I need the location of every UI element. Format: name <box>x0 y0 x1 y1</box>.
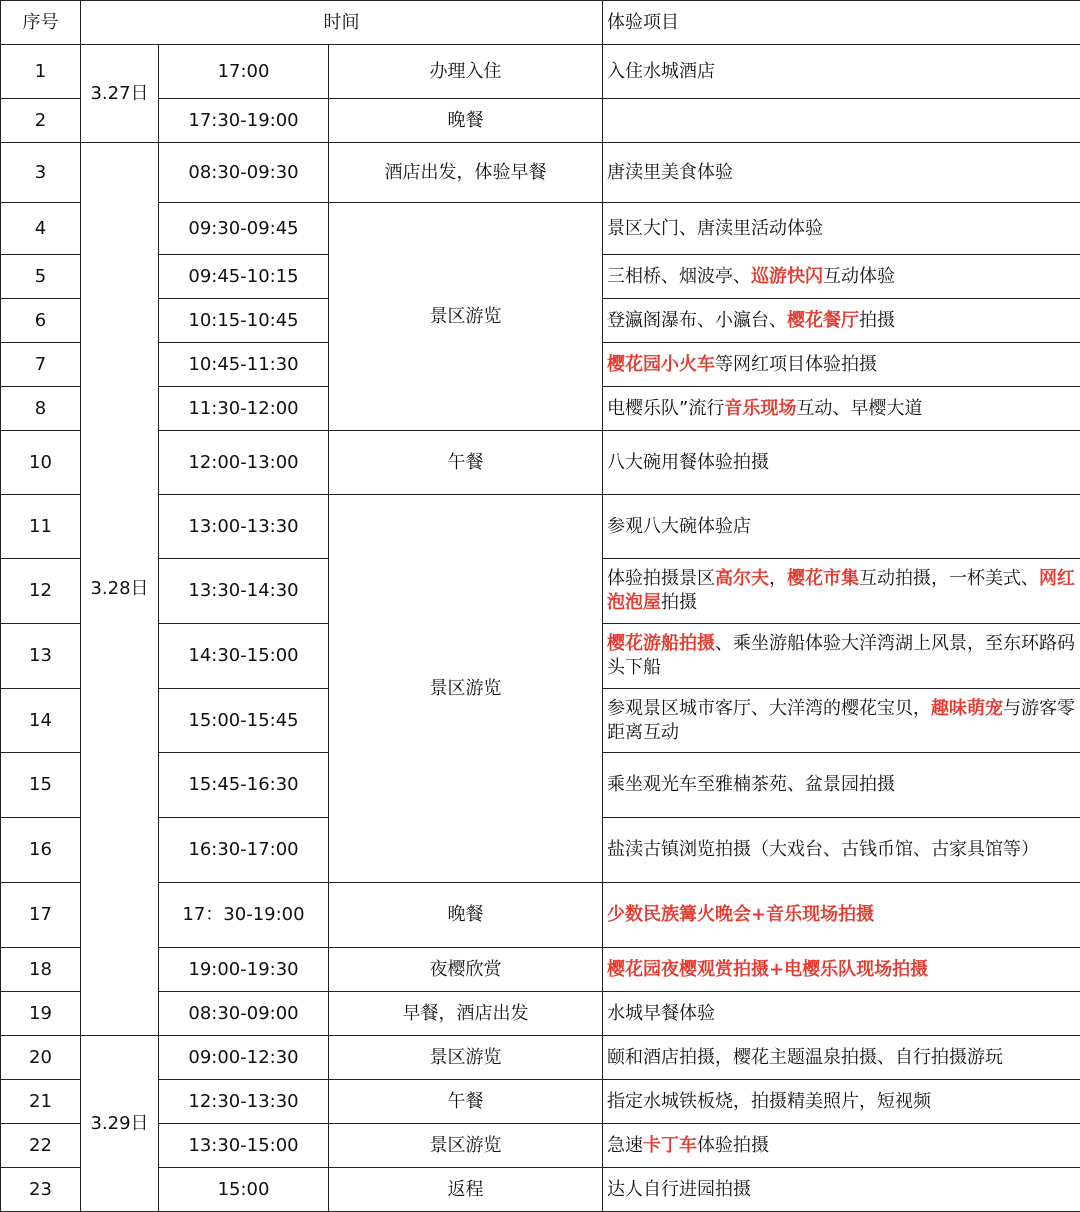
time-cell: 15:00-15:45 <box>159 689 329 753</box>
row-number: 7 <box>1 343 81 387</box>
item-cell <box>603 624 1080 689</box>
activity-cell: 午餐 <box>329 1080 603 1124</box>
item-cell <box>603 883 1080 948</box>
item-text: 急速 <box>607 1135 643 1156</box>
item-cell <box>603 1168 1080 1212</box>
table-row <box>1 495 1080 559</box>
highlight-text: 樱花餐厅 <box>787 310 859 331</box>
item-text: 与游客零距离互动 <box>607 698 1075 743</box>
row-number: 6 <box>1 299 81 343</box>
activity-cell: 景区游览 <box>329 1124 603 1168</box>
table-row <box>1 992 1080 1036</box>
item-text: 盐渎古镇浏览拍摄（大戏台、古钱币馆、古家具馆等） <box>607 839 1039 860</box>
item-text: 、乘坐游船体验大洋湾湖上风景，至东环路码头下船 <box>607 633 1075 678</box>
highlight-text: 樱花园小火车 <box>607 354 715 375</box>
header-time: 时间 <box>81 1 603 45</box>
item-text: 颐和酒店拍摄，樱花主题温泉拍摄、自行拍摄游玩 <box>607 1047 1003 1068</box>
item-cell <box>603 99 1080 143</box>
item-text: 体验拍摄景区 <box>607 568 715 589</box>
activity-cell: 午餐 <box>329 431 603 495</box>
activity-cell: 晚餐 <box>329 883 603 948</box>
time-cell: 11:30-12:00 <box>159 387 329 431</box>
item-cell <box>603 203 1080 255</box>
item-text: 互动体验 <box>823 266 895 287</box>
item-cell <box>603 343 1080 387</box>
time-cell: 09:45-10:15 <box>159 255 329 299</box>
table-row <box>1 45 1080 99</box>
item-text: 电樱乐队”流行 <box>607 398 724 419</box>
time-cell: 10:15-10:45 <box>159 299 329 343</box>
table-row <box>1 1168 1080 1212</box>
highlight-text: 樱花市集 <box>787 568 859 589</box>
item-text: 乘坐观光车至雅楠茶苑、盆景园拍摄 <box>607 774 895 795</box>
activity-cell: 景区游览 <box>329 495 603 883</box>
item-cell <box>603 495 1080 559</box>
activity-cell: 景区游览 <box>329 1036 603 1080</box>
item-text: 唐渎里美食体验 <box>607 162 733 183</box>
header-item: 体验项目 <box>603 1 1080 45</box>
time-cell: 08:30-09:00 <box>159 992 329 1036</box>
item-text: 达人自行进园拍摄 <box>607 1179 751 1200</box>
item-text: ， <box>769 568 787 589</box>
row-number: 13 <box>1 624 81 689</box>
activity-cell: 返程 <box>329 1168 603 1212</box>
item-cell <box>603 1124 1080 1168</box>
item-cell <box>603 143 1080 203</box>
item-cell <box>603 559 1080 624</box>
item-cell <box>603 1036 1080 1080</box>
row-number: 14 <box>1 689 81 753</box>
item-text: 体验拍摄 <box>697 1135 769 1156</box>
activity-cell: 办理入住 <box>329 45 603 99</box>
table-row <box>1 431 1080 495</box>
item-cell <box>603 387 1080 431</box>
table-row <box>1 143 1080 203</box>
item-cell <box>603 992 1080 1036</box>
highlight-text: 网红泡泡屋 <box>607 568 1075 613</box>
row-number: 16 <box>1 818 81 883</box>
item-text: 拍摄 <box>661 592 697 613</box>
time-cell: 09:00-12:30 <box>159 1036 329 1080</box>
time-cell: 15:45-16:30 <box>159 753 329 818</box>
item-cell <box>603 753 1080 818</box>
item-text: 入住水城酒店 <box>607 61 715 82</box>
table-row <box>1 948 1080 992</box>
item-text: 水城早餐体验 <box>607 1003 715 1024</box>
row-number: 17 <box>1 883 81 948</box>
time-cell: 17：30-19:00 <box>159 883 329 948</box>
time-cell: 12:00-13:00 <box>159 431 329 495</box>
time-cell: 13:00-13:30 <box>159 495 329 559</box>
row-number: 10 <box>1 431 81 495</box>
time-cell: 17:00 <box>159 45 329 99</box>
activity-cell: 晚餐 <box>329 99 603 143</box>
row-number: 4 <box>1 203 81 255</box>
item-text: 参观八大碗体验店 <box>607 516 751 537</box>
item-cell <box>603 818 1080 883</box>
header-row <box>1 1 1080 45</box>
item-text: 八大碗用餐体验拍摄 <box>607 452 769 473</box>
item-text: 登瀛阁瀑布、小瀛台、 <box>607 310 787 331</box>
time-cell: 09:30-09:45 <box>159 203 329 255</box>
item-text: 指定水城铁板烧，拍摄精美照片，短视频 <box>607 1091 931 1112</box>
highlight-text: 高尔夫 <box>715 568 769 589</box>
time-cell: 10:45-11:30 <box>159 343 329 387</box>
row-number: 1 <box>1 45 81 99</box>
date-cell: 3.29日 <box>81 1036 159 1212</box>
item-cell <box>603 431 1080 495</box>
time-cell: 17:30-19:00 <box>159 99 329 143</box>
item-text: 等网红项目体验拍摄 <box>715 354 877 375</box>
row-number: 18 <box>1 948 81 992</box>
row-number: 23 <box>1 1168 81 1212</box>
item-text: 参观景区城市客厅、大洋湾的樱花宝贝， <box>607 698 931 719</box>
item-text: 景区大门、唐渎里活动体验 <box>607 218 823 239</box>
time-cell: 19:00-19:30 <box>159 948 329 992</box>
row-number: 3 <box>1 143 81 203</box>
item-cell <box>603 1080 1080 1124</box>
highlight-text: 音乐现场 <box>724 398 796 419</box>
table-row <box>1 1036 1080 1080</box>
highlight-text: 樱花游船拍摄 <box>607 633 715 654</box>
time-cell: 12:30-13:30 <box>159 1080 329 1124</box>
item-cell <box>603 948 1080 992</box>
row-number: 11 <box>1 495 81 559</box>
row-number: 5 <box>1 255 81 299</box>
item-text: 三相桥、烟波亭、 <box>607 266 751 287</box>
row-number: 22 <box>1 1124 81 1168</box>
row-number: 19 <box>1 992 81 1036</box>
table-row <box>1 1080 1080 1124</box>
highlight-text: 樱花园夜樱观赏拍摄+电樱乐队现场拍摄 <box>607 959 928 980</box>
date-cell: 3.28日 <box>81 143 159 1036</box>
activity-cell: 早餐，酒店出发 <box>329 992 603 1036</box>
header-no: 序号 <box>1 1 81 45</box>
time-cell: 14:30-15:00 <box>159 624 329 689</box>
time-cell: 15:00 <box>159 1168 329 1212</box>
activity-cell: 夜樱欣赏 <box>329 948 603 992</box>
row-number: 20 <box>1 1036 81 1080</box>
date-cell: 3.27日 <box>81 45 159 143</box>
time-cell: 16:30-17:00 <box>159 818 329 883</box>
time-cell: 13:30-14:30 <box>159 559 329 624</box>
item-text: 互动拍摄，一杯美式、 <box>859 568 1039 589</box>
item-cell <box>603 45 1080 99</box>
highlight-text: 巡游快闪 <box>751 266 823 287</box>
highlight-text: 少数民族篝火晚会+音乐现场拍摄 <box>607 904 874 925</box>
activity-cell: 酒店出发，体验早餐 <box>329 143 603 203</box>
table-row <box>1 99 1080 143</box>
row-number: 12 <box>1 559 81 624</box>
row-number: 15 <box>1 753 81 818</box>
row-number: 2 <box>1 99 81 143</box>
highlight-text: 卡丁车 <box>643 1135 697 1156</box>
item-cell <box>603 299 1080 343</box>
time-cell: 13:30-15:00 <box>159 1124 329 1168</box>
time-cell: 08:30-09:30 <box>159 143 329 203</box>
row-number: 8 <box>1 387 81 431</box>
item-text: 拍摄 <box>859 310 895 331</box>
table-row <box>1 1124 1080 1168</box>
item-cell <box>603 689 1080 753</box>
row-number: 21 <box>1 1080 81 1124</box>
item-text: 互动、早樱大道 <box>796 398 922 419</box>
activity-cell: 景区游览 <box>329 203 603 431</box>
item-cell <box>603 255 1080 299</box>
highlight-text: 趣味萌宠 <box>931 698 1003 719</box>
table-row <box>1 883 1080 948</box>
table-row <box>1 203 1080 255</box>
